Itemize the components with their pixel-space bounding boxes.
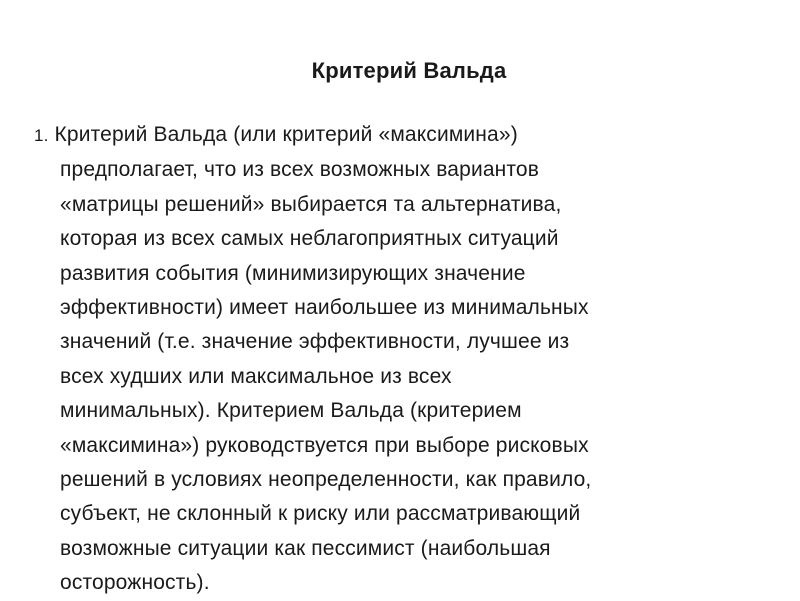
paragraph-line-12: субъект, не склонный к риску или рассматривающий: [60, 502, 581, 526]
paragraph-line-13: возможные ситуации как пессимист (наибольшая: [60, 536, 551, 560]
paragraph-line-5: развития события (минимизирующих значение: [60, 261, 526, 285]
paragraph-line-4: которая из всех самых неблагоприятных ситуаций: [60, 227, 559, 251]
paragraph-line-2: предполагает, что из всех возможных вариантов: [60, 158, 540, 182]
slide-title: Критерий Вальда: [311, 58, 507, 83]
paragraph-line-6: эффективности) имеет наибольшее из минимальных: [60, 296, 589, 320]
numbered-paragraph: [34, 118, 756, 601]
paragraph-line-1-text: Критерий Вальда (или критерий «максимина»): [54, 123, 518, 146]
paragraph-line-14: осторожность).: [60, 571, 210, 595]
paragraph-line-1: [34, 118, 756, 153]
paragraph-line-9: минимальных). Критерием Вальда (критерием: [60, 399, 522, 423]
paragraph-line-7: значений (т.е. значение эффективности, лучшее из: [60, 330, 570, 354]
item-number: 1.: [34, 126, 49, 145]
paragraph-line-10: «максимина») руководствуется при выборе рисковых: [60, 433, 589, 457]
paragraph-line-8: всех худших или максимальное из всех: [60, 364, 452, 388]
paragraph-line-11: решений в условиях неопределенности, как правило,: [60, 468, 592, 492]
paragraph-line-3: «матрицы решений» выбирается та альтернатива,: [60, 192, 562, 216]
